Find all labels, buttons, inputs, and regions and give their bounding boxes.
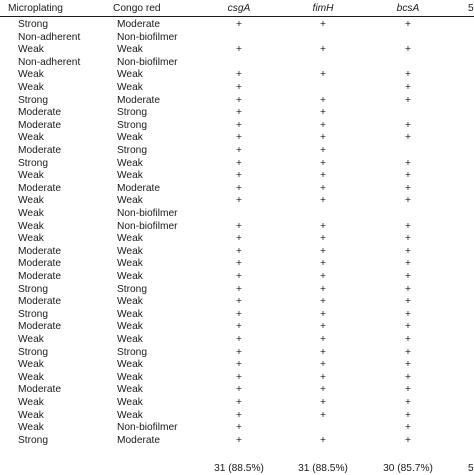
table-row — [0, 333, 474, 346]
cell-bcsa: + — [405, 422, 411, 434]
cell-bcsa: + — [405, 132, 411, 144]
cell-microplating: Strong — [18, 308, 49, 320]
header-microplating: Microplating — [8, 3, 63, 14]
cell-microplating: Weak — [18, 359, 44, 371]
cell-csga: + — [236, 44, 242, 56]
table-row — [0, 68, 474, 81]
cell-fimh: + — [320, 397, 326, 408]
table-row — [0, 320, 474, 333]
cell-fimh: + — [320, 157, 326, 169]
cell-congo-red: Weak — [117, 359, 143, 371]
cell-fimh: + — [320, 94, 326, 106]
table-row — [0, 220, 474, 233]
cell-bcsa: + — [405, 44, 411, 56]
cell-microplating: Weak — [18, 208, 44, 219]
cell-microplating: Weak — [18, 195, 44, 207]
cell-congo-red: Strong — [117, 283, 148, 295]
cell-congo-red: Non-biofilmer — [117, 208, 178, 219]
cell-microplating: Moderate — [18, 245, 62, 257]
cell-fimh: + — [320, 19, 326, 30]
cell-congo-red: Weak — [117, 44, 143, 56]
cell-microplating: Weak — [18, 220, 44, 232]
cell-microplating: Moderate — [18, 182, 62, 194]
cell-microplating: Strong — [18, 283, 49, 295]
cell-bcsa: + — [405, 434, 411, 446]
cell-csga: + — [236, 422, 242, 434]
cell-congo-red: Weak — [117, 308, 143, 320]
table-row — [0, 232, 474, 245]
cell-congo-red: Strong — [117, 145, 148, 156]
cell-microplating: Weak — [18, 69, 44, 81]
table-row — [0, 358, 474, 371]
cell-csga: + — [236, 245, 242, 257]
cell-fimh: + — [320, 409, 326, 421]
cell-csga: + — [236, 346, 242, 358]
cell-fimh: + — [320, 233, 326, 245]
cell-congo-red: Weak — [117, 157, 143, 169]
cell-fimh: + — [320, 258, 326, 270]
cell-csga: + — [236, 359, 242, 371]
cell-microplating: Weak — [18, 371, 44, 383]
cell-bcsa: + — [405, 283, 411, 295]
cell-congo-red: Strong — [117, 346, 148, 358]
total-csga: 31 (88.5%) — [214, 463, 264, 474]
cell-fimh: + — [320, 195, 326, 207]
cell-microplating: Moderate — [18, 258, 62, 270]
cell-bcsa: + — [405, 182, 411, 194]
table-row — [0, 194, 474, 207]
cell-bcsa: + — [405, 409, 411, 421]
cell-microplating: Moderate — [18, 296, 62, 308]
cell-bcsa: + — [405, 69, 411, 81]
table-row — [0, 207, 474, 220]
cell-microplating: Weak — [18, 334, 44, 345]
cell-congo-red: Strong — [117, 107, 148, 119]
cell-microplating: Weak — [18, 44, 44, 56]
cell-fimh: + — [320, 384, 326, 396]
cell-fimh: + — [320, 107, 326, 119]
cell-csga: + — [236, 258, 242, 270]
table-row — [0, 371, 474, 384]
cell-congo-red: Weak — [117, 397, 143, 408]
total-clipped-column: 5 — [468, 463, 474, 474]
table-row — [0, 18, 474, 31]
cell-csga: + — [236, 145, 242, 156]
cell-microplating: Strong — [18, 94, 49, 106]
cell-csga: + — [236, 69, 242, 81]
cell-microplating: Moderate — [18, 321, 62, 333]
cell-congo-red: Weak — [117, 69, 143, 81]
cell-bcsa: + — [405, 296, 411, 308]
cell-congo-red: Weak — [117, 271, 143, 282]
cell-fimh: + — [320, 296, 326, 308]
cell-congo-red: Weak — [117, 409, 143, 421]
cell-fimh: + — [320, 145, 326, 156]
table-row — [0, 157, 474, 170]
cell-csga: + — [236, 19, 242, 30]
cell-csga: + — [236, 308, 242, 320]
table-row — [0, 106, 474, 119]
cell-csga: + — [236, 271, 242, 282]
cell-microplating: Weak — [18, 132, 44, 144]
cell-fimh: + — [320, 220, 326, 232]
cell-fimh: + — [320, 334, 326, 345]
cell-congo-red: Weak — [117, 132, 143, 144]
cell-csga: + — [236, 233, 242, 245]
cell-microplating: Weak — [18, 82, 44, 93]
cell-bcsa: + — [405, 82, 411, 93]
cell-bcsa: + — [405, 271, 411, 282]
cell-csga: + — [236, 220, 242, 232]
cell-microplating: Weak — [18, 170, 44, 182]
cell-microplating: Non-adherent — [18, 31, 81, 43]
cell-bcsa: + — [405, 245, 411, 257]
table-row — [0, 245, 474, 258]
cell-congo-red: Moderate — [117, 182, 161, 194]
cell-csga: + — [236, 384, 242, 396]
cell-microplating: Moderate — [18, 107, 62, 119]
total-bcsa: 30 (85.7%) — [383, 463, 433, 474]
table-row — [0, 94, 474, 107]
cell-bcsa: + — [405, 371, 411, 383]
cell-congo-red: Weak — [117, 233, 143, 245]
table-row — [0, 346, 474, 359]
cell-bcsa: + — [405, 321, 411, 333]
cell-csga: + — [236, 195, 242, 207]
cell-congo-red: Weak — [117, 195, 143, 207]
cell-bcsa: + — [405, 334, 411, 345]
cell-fimh: + — [320, 308, 326, 320]
cell-bcsa: + — [405, 119, 411, 131]
cell-microplating: Moderate — [18, 271, 62, 282]
header-fimh: fimH — [312, 3, 334, 14]
cell-fimh: + — [320, 182, 326, 194]
cell-congo-red: Non-biofilmer — [117, 56, 178, 68]
cell-fimh: + — [320, 119, 326, 131]
cell-csga: + — [236, 409, 242, 421]
cell-microplating: Moderate — [18, 119, 62, 131]
cell-csga: + — [236, 157, 242, 169]
cell-congo-red: Weak — [117, 321, 143, 333]
table-row — [0, 169, 474, 182]
cell-csga: + — [236, 82, 242, 93]
table-row — [0, 396, 474, 409]
cell-csga: + — [236, 107, 242, 119]
cell-bcsa: + — [405, 220, 411, 232]
cell-microplating: Strong — [18, 434, 49, 446]
cell-bcsa: + — [405, 258, 411, 270]
table-row — [0, 182, 474, 195]
cell-microplating: Weak — [18, 409, 44, 421]
cell-microplating: Moderate — [18, 145, 62, 156]
cell-congo-red: Weak — [117, 245, 143, 257]
cell-csga: + — [236, 371, 242, 383]
table-row — [0, 283, 474, 296]
header-clipped-column: 5 — [468, 3, 474, 14]
cell-fimh: + — [320, 69, 326, 81]
cell-fimh: + — [320, 359, 326, 371]
cell-bcsa: + — [405, 359, 411, 371]
cell-fimh: + — [320, 283, 326, 295]
cell-fimh: + — [320, 346, 326, 358]
cell-csga: + — [236, 119, 242, 131]
total-fimh: 31 (88.5%) — [298, 463, 348, 474]
cell-csga: + — [236, 296, 242, 308]
cell-fimh: + — [320, 321, 326, 333]
table-header — [0, 2, 474, 16]
cell-csga: + — [236, 283, 242, 295]
table-row — [0, 56, 474, 69]
cell-congo-red: Weak — [117, 371, 143, 383]
cell-fimh: + — [320, 434, 326, 446]
cell-bcsa: + — [405, 19, 411, 30]
cell-bcsa: + — [405, 397, 411, 408]
cell-csga: + — [236, 94, 242, 106]
cell-bcsa: + — [405, 233, 411, 245]
cell-bcsa: + — [405, 346, 411, 358]
cell-microplating: Weak — [18, 233, 44, 245]
cell-congo-red: Strong — [117, 119, 148, 131]
cell-microplating: Strong — [18, 19, 49, 30]
table-row — [0, 409, 474, 422]
cell-congo-red: Non-biofilmer — [117, 220, 178, 232]
cell-csga: + — [236, 397, 242, 408]
cell-congo-red: Moderate — [117, 434, 161, 446]
table-row — [0, 308, 474, 321]
cell-microplating: Strong — [18, 346, 49, 358]
cell-bcsa: + — [405, 308, 411, 320]
cell-congo-red: Weak — [117, 296, 143, 308]
table-row — [0, 81, 474, 94]
header-bcsa: bcsA — [396, 3, 420, 14]
cell-bcsa: + — [405, 384, 411, 396]
cell-fimh: + — [320, 245, 326, 257]
cell-csga: + — [236, 334, 242, 345]
header-congo-red: Congo red — [113, 3, 161, 14]
table-row — [0, 434, 474, 447]
cell-bcsa: + — [405, 170, 411, 182]
cell-csga: + — [236, 182, 242, 194]
cell-microplating: Weak — [18, 422, 44, 434]
cell-congo-red: Moderate — [117, 19, 161, 30]
table-row — [0, 295, 474, 308]
cell-fimh: + — [320, 371, 326, 383]
cell-fimh: + — [320, 271, 326, 282]
cell-fimh: + — [320, 44, 326, 56]
cell-csga: + — [236, 170, 242, 182]
cell-microplating: Strong — [18, 157, 49, 169]
table-row — [0, 31, 474, 44]
cell-microplating: Non-adherent — [18, 56, 81, 68]
header-csga: csgA — [227, 3, 251, 14]
table-row — [0, 131, 474, 144]
cell-congo-red: Non-biofilmer — [117, 31, 178, 43]
table-row — [0, 144, 474, 157]
cell-congo-red: Non-biofilmer — [117, 422, 178, 434]
cell-congo-red: Weak — [117, 258, 143, 270]
cell-csga: + — [236, 132, 242, 144]
cell-csga: + — [236, 321, 242, 333]
header-rule — [0, 16, 474, 17]
cell-microplating: Moderate — [18, 384, 62, 396]
table-row — [0, 43, 474, 56]
cell-csga: + — [236, 434, 242, 446]
cell-bcsa: + — [405, 157, 411, 169]
cell-congo-red: Moderate — [117, 94, 161, 106]
cell-congo-red: Weak — [117, 384, 143, 396]
cell-fimh: + — [320, 132, 326, 144]
totals-row — [0, 462, 474, 475]
table-row — [0, 257, 474, 270]
table-row — [0, 383, 474, 396]
table-row — [0, 119, 474, 132]
cell-congo-red: Weak — [117, 82, 143, 93]
table-row — [0, 421, 474, 434]
table-row — [0, 270, 474, 283]
cell-bcsa: + — [405, 94, 411, 106]
cell-congo-red: Weak — [117, 334, 143, 345]
cell-fimh: + — [320, 170, 326, 182]
cell-microplating: Weak — [18, 397, 44, 408]
cell-congo-red: Weak — [117, 170, 143, 182]
cell-bcsa: + — [405, 195, 411, 207]
